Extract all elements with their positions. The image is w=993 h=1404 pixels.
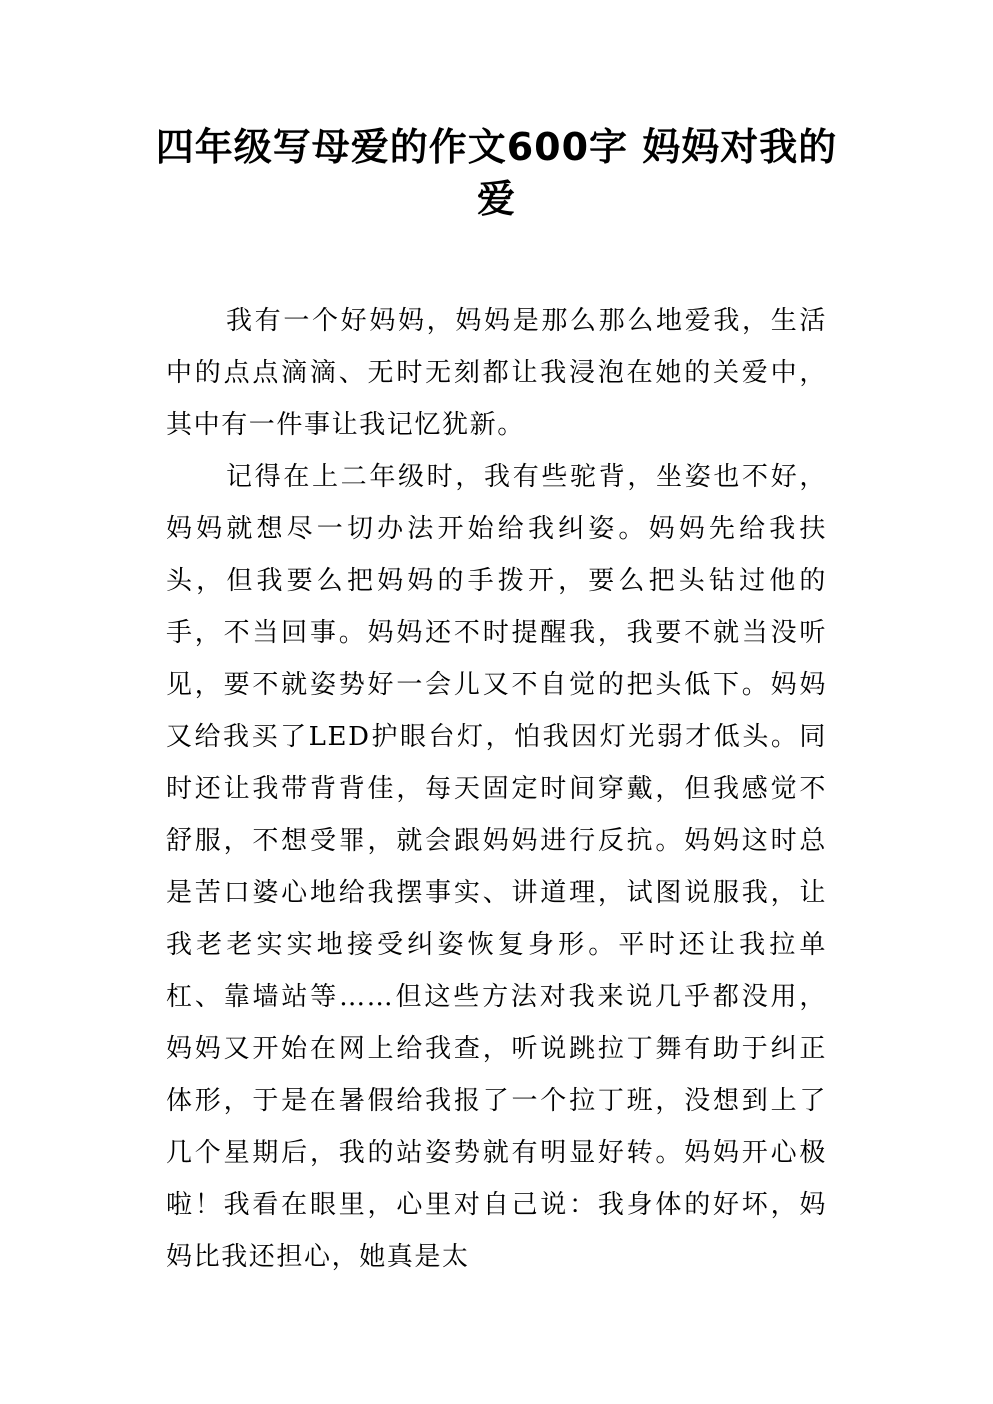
document-title: 四年级写母爱的作文600字 妈妈对我的爱: [155, 125, 838, 221]
paragraph-2: 记得在上二年级时，我有些驼背，坐姿也不好，妈妈就想尽一切办法开始给我纠姿。妈妈先给我扶头，但我要么把妈妈的手拨开，要么把头钻过他的手，不当回事。妈妈还不时提醒我，我要不就当没听见，要不就姿势好一会儿又不自觉的把头低下。妈妈又给我买了LED护眼台灯，怕我因灯光弱才低头。同时还让我带背背佳，每天固定时间穿戴，但我感觉不舒服，不想受罪，就会跟妈妈进行反抗。妈妈这时总是苦口婆心地给我摆事实、讲道理，试图说服我，让我老老实实地接受纠姿恢复身形。平时还让我拉单杠、靠墙站等……但这些方法对我来说几乎都没用，妈妈又开始在网上给我查，听说跳拉丁舞有助于纠正体形，于是在暑假给我报了一个拉丁班，没想到上了几个星期后，我的站姿势就有明显好转。妈妈开心极啦！我看在眼里，心里对自己说：我身体的好坏，妈妈比我还担心，她真是太: [166, 462, 827, 1272]
paragraph-1: 我有一个好妈妈，妈妈是那么那么地爱我，生活中的点点滴滴、无时无刻都让我浸泡在她的关爱中，其中有一件事让我记忆犹新。: [166, 306, 827, 440]
document-body: [166, 295, 827, 1283]
